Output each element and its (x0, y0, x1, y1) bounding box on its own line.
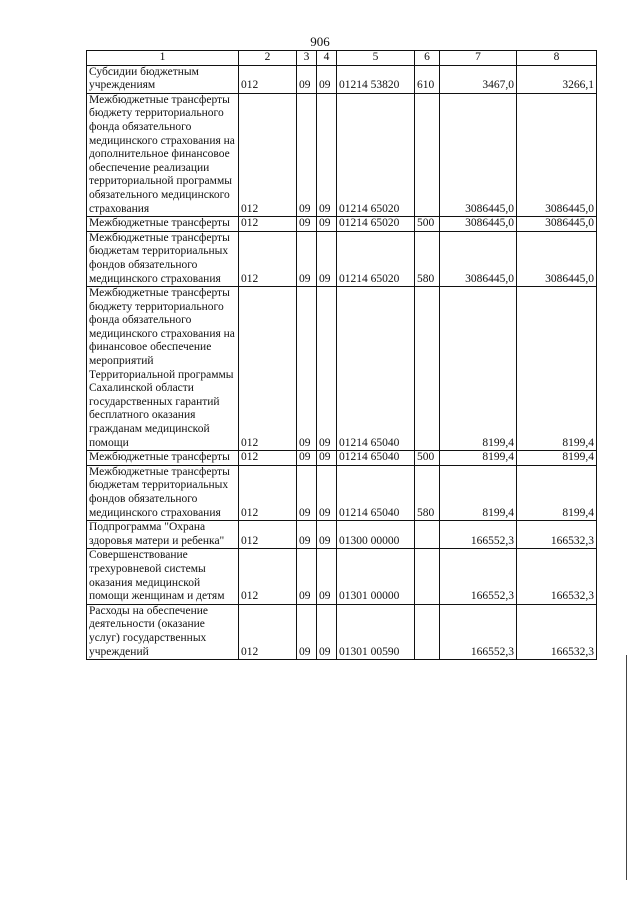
column-header: 5 (337, 51, 415, 66)
cell-amount-col7: 8199,4 (440, 287, 517, 451)
table-row (87, 604, 597, 659)
cell-section: 09 (297, 604, 317, 659)
table-row (87, 231, 597, 286)
cell-amount-col8: 166532,3 (517, 549, 597, 604)
cell-section: 09 (297, 465, 317, 520)
cell-section: 09 (297, 549, 317, 604)
row-name: Субсидии бюджетным учреждениям (87, 65, 239, 93)
table-row (87, 521, 597, 549)
column-header: 6 (415, 51, 440, 66)
row-name: Межбюджетные трансферты бюджету территориального фонда обязательного медицинского страхования на дополнительное финансовое обеспечение реализации территориальной программы обязательного медицинского страхования (87, 93, 239, 216)
cell-section: 09 (297, 521, 317, 549)
cell-expense-type (415, 521, 440, 549)
row-name: Межбюджетные трансферты бюджетам территориальных фондов обязательного медицинского страхования (87, 231, 239, 286)
cell-section: 09 (297, 65, 317, 93)
cell-ministry-code: 012 (239, 451, 297, 466)
cell-amount-col7: 166552,3 (440, 604, 517, 659)
cell-target-article: 01214 65040 (337, 465, 415, 520)
cell-subsection: 09 (317, 217, 337, 232)
cell-subsection: 09 (317, 549, 337, 604)
cell-amount-col7: 8199,4 (440, 451, 517, 466)
cell-target-article: 01301 00590 (337, 604, 415, 659)
table-row (87, 65, 597, 93)
column-header: 2 (239, 51, 297, 66)
cell-subsection: 09 (317, 465, 337, 520)
column-header: 3 (297, 51, 317, 66)
budget-table (86, 50, 597, 660)
cell-amount-col8: 8199,4 (517, 465, 597, 520)
row-name: Межбюджетные трансферты (87, 451, 239, 466)
row-name: Межбюджетные трансферты (87, 217, 239, 232)
cell-amount-col7: 3467,0 (440, 65, 517, 93)
cell-target-article: 01214 65020 (337, 217, 415, 232)
cell-section: 09 (297, 93, 317, 216)
table-row (87, 287, 597, 451)
cell-amount-col8: 8199,4 (517, 287, 597, 451)
cell-ministry-code: 012 (239, 93, 297, 216)
cell-amount-col8: 166532,3 (517, 521, 597, 549)
row-name: Совершенствование трехуровневой системы оказания медицинской помощи женщинам и детям (87, 549, 239, 604)
row-name: Подпрограмма "Охрана здоровья матери и ребенка" (87, 521, 239, 549)
page-number: 906 (310, 34, 330, 49)
cell-ministry-code: 012 (239, 231, 297, 286)
cell-amount-col7: 3086445,0 (440, 217, 517, 232)
cell-expense-type: 610 (415, 65, 440, 93)
cell-expense-type: 500 (415, 217, 440, 232)
column-header: 7 (440, 51, 517, 66)
cell-subsection: 09 (317, 287, 337, 451)
cell-expense-type: 580 (415, 465, 440, 520)
cell-subsection: 09 (317, 604, 337, 659)
table-row (87, 549, 597, 604)
cell-ministry-code: 012 (239, 287, 297, 451)
row-name: Межбюджетные трансферты бюджетам территориальных фондов обязательного медицинского страхования (87, 465, 239, 520)
cell-target-article: 01214 65020 (337, 93, 415, 216)
table-row (87, 93, 597, 216)
cell-target-article: 01214 53820 (337, 65, 415, 93)
cell-ministry-code: 012 (239, 549, 297, 604)
column-header: 4 (317, 51, 337, 66)
cell-amount-col8: 3086445,0 (517, 217, 597, 232)
cell-amount-col8: 3086445,0 (517, 93, 597, 216)
cell-ministry-code: 012 (239, 217, 297, 232)
cell-ministry-code: 012 (239, 65, 297, 93)
cell-subsection: 09 (317, 65, 337, 93)
cell-target-article: 01214 65020 (337, 231, 415, 286)
cell-amount-col7: 3086445,0 (440, 231, 517, 286)
cell-expense-type (415, 604, 440, 659)
cell-ministry-code: 012 (239, 604, 297, 659)
cell-amount-col7: 8199,4 (440, 465, 517, 520)
cell-amount-col8: 8199,4 (517, 451, 597, 466)
table-row (87, 217, 597, 232)
cell-amount-col7: 3086445,0 (440, 93, 517, 216)
row-name: Расходы на обеспечение деятельности (оказание услуг) государственных учреждений (87, 604, 239, 659)
cell-section: 09 (297, 231, 317, 286)
cell-amount-col7: 166552,3 (440, 549, 517, 604)
cell-amount-col8: 3266,1 (517, 65, 597, 93)
cell-target-article: 01300 00000 (337, 521, 415, 549)
cell-expense-type: 500 (415, 451, 440, 466)
cell-amount-col8: 3086445,0 (517, 231, 597, 286)
cell-section: 09 (297, 217, 317, 232)
cell-section: 09 (297, 451, 317, 466)
scan-edge-line (626, 655, 627, 880)
cell-expense-type (415, 93, 440, 216)
cell-ministry-code: 012 (239, 465, 297, 520)
row-name: Межбюджетные трансферты бюджету территориального фонда обязательного медицинского страхования на финансовое обеспечение мероприятий Территориальной программы Сахалинской области государственных гарантий бесплатного оказания гражданам медицинской помощи (87, 287, 239, 451)
cell-expense-type (415, 287, 440, 451)
cell-amount-col7: 166552,3 (440, 521, 517, 549)
cell-subsection: 09 (317, 231, 337, 286)
table-row (87, 451, 597, 466)
cell-section: 09 (297, 287, 317, 451)
cell-target-article: 01214 65040 (337, 287, 415, 451)
cell-target-article: 01301 00000 (337, 549, 415, 604)
cell-target-article: 01214 65040 (337, 451, 415, 466)
table-header-row (87, 51, 597, 66)
cell-expense-type: 580 (415, 231, 440, 286)
cell-subsection: 09 (317, 521, 337, 549)
cell-expense-type (415, 549, 440, 604)
column-header: 8 (517, 51, 597, 66)
column-header: 1 (87, 51, 239, 66)
cell-subsection: 09 (317, 93, 337, 216)
table-row (87, 465, 597, 520)
cell-amount-col8: 166532,3 (517, 604, 597, 659)
cell-ministry-code: 012 (239, 521, 297, 549)
cell-subsection: 09 (317, 451, 337, 466)
